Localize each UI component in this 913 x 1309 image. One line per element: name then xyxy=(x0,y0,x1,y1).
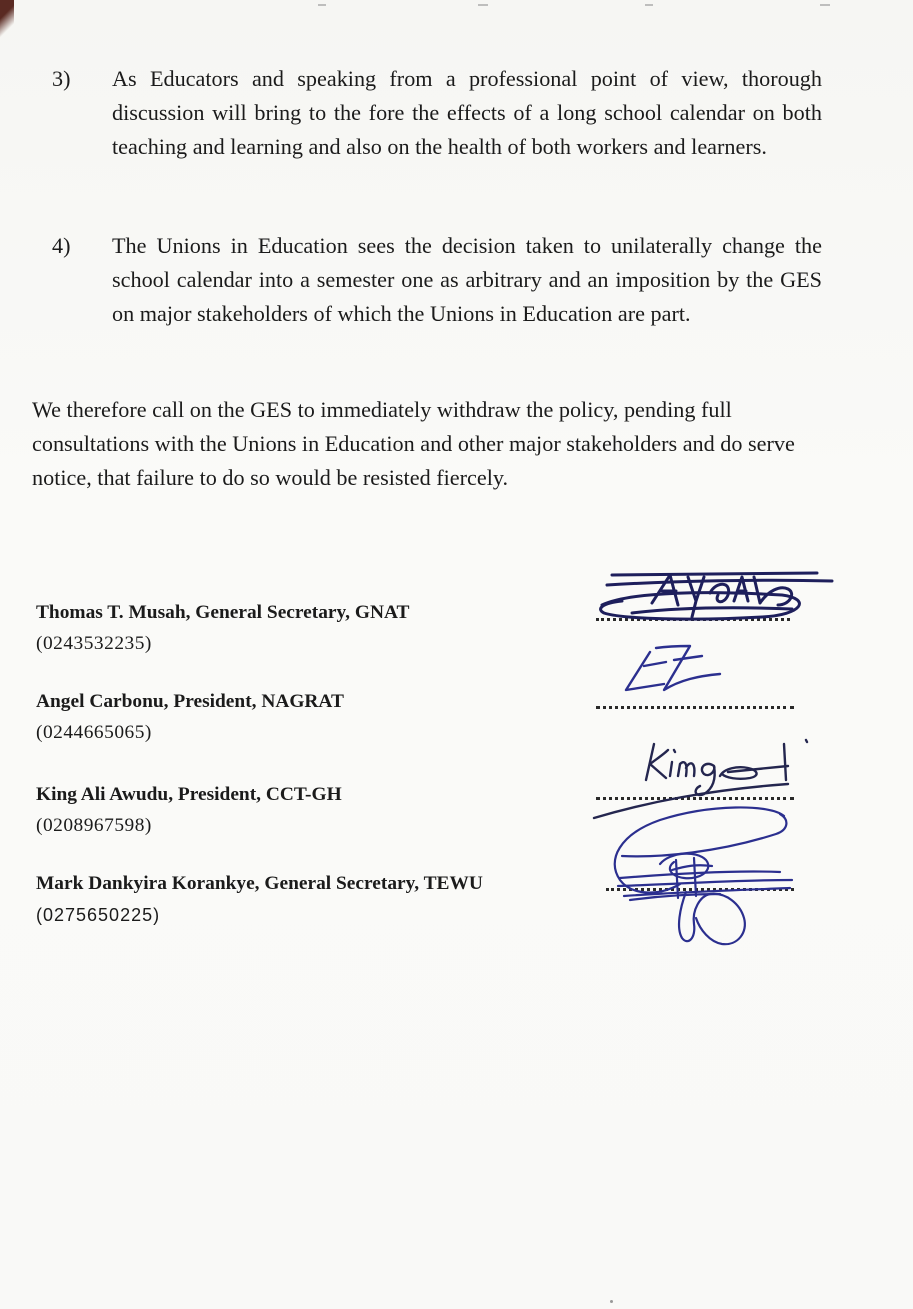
item-text: As Educators and speaking from a professional point of view, thorough discussion will bring to the fore the effects of a long school calendar on both teaching and learning and also on the health of both workers and learners. xyxy=(112,66,822,159)
numbered-item-4 xyxy=(52,229,822,331)
signatory-phone: (0244665065) xyxy=(36,722,152,743)
item-number: 4) xyxy=(52,233,71,258)
signatory-phone: (0275650225) xyxy=(36,905,161,925)
signatory-gnat xyxy=(36,597,596,659)
signatory-tewu xyxy=(36,868,596,930)
scan-speck xyxy=(318,4,326,6)
signature-line-2 xyxy=(596,702,794,709)
item-number: 3) xyxy=(52,66,71,91)
scan-speck xyxy=(645,4,653,6)
item-text: The Unions in Education sees the decision taken to unilaterally change the school calendar into a semester one as arbitrary and an imposition by the GES on major stakeholders of which the Unions in Education are part. xyxy=(112,233,822,326)
closing-paragraph: We therefore call on the GES to immediately withdraw the policy, pending full consultations with the Unions in Education and other major stakeholders and do serve notice, that failure to do so would be resisted fiercely. xyxy=(32,397,795,490)
scan-speck xyxy=(820,4,830,6)
signatory-nagrat xyxy=(36,686,596,748)
signatory-name: Thomas T. Musah, General Secretary, GNAT xyxy=(36,602,410,623)
signatory-cct-gh xyxy=(36,779,596,841)
signatory-phone: (0208967598) xyxy=(36,815,152,836)
signatory-name: Mark Dankyira Korankye, General Secretary, TEWU xyxy=(36,873,483,894)
top-edge-marks xyxy=(0,0,913,14)
scan-speck xyxy=(610,1300,613,1303)
handwritten-signature-2 xyxy=(620,640,730,700)
numbered-item-3 xyxy=(52,62,822,164)
signatory-phone: (0243532235) xyxy=(36,633,152,654)
signatory-name: Angel Carbonu, President, NAGRAT xyxy=(36,691,344,712)
scan-speck xyxy=(478,4,488,6)
handwritten-signature-1 xyxy=(592,555,842,635)
signatory-name: King Ali Awudu, President, CCT-GH xyxy=(36,784,342,805)
handwritten-signature-4 xyxy=(600,800,810,950)
